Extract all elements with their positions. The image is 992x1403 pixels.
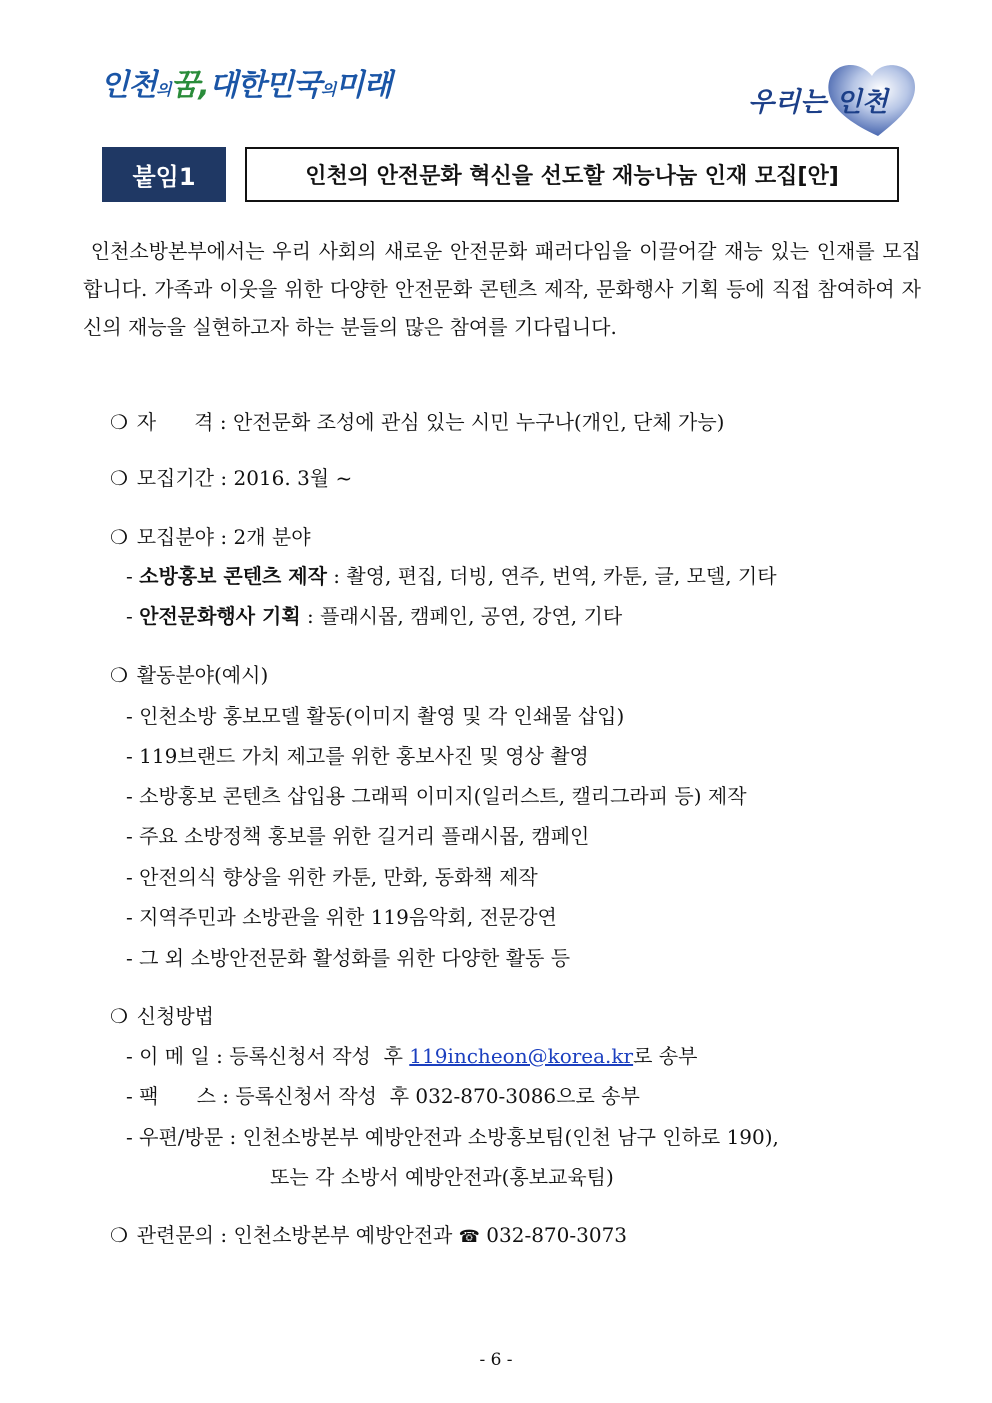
separator: :: [220, 466, 228, 490]
activity-item: - 안전의식 향상을 위한 카툰, 만화, 동화책 제작: [126, 865, 538, 889]
dash: -: [126, 564, 133, 588]
bullet-icon: ❍: [110, 466, 128, 490]
email-link[interactable]: 119incheon@korea.kr: [409, 1044, 634, 1068]
field-name: 안전문화행사 기획: [139, 604, 301, 628]
activities-label: 활동분야(예시): [136, 663, 269, 687]
fields-label: 모집분야: [136, 525, 214, 549]
activities-line: [110, 662, 268, 688]
separator: :: [220, 525, 228, 549]
fax-label: 팩 스: [139, 1084, 216, 1108]
activity-item: - 소방홍보 콘텐츠 삽입용 그래픽 이미지(일러스트, 캘리그라피 등) 제작: [126, 784, 747, 808]
bullet-icon: ❍: [110, 1223, 128, 1247]
incheon-slogan-logo: [100, 60, 391, 104]
visit-alt: 또는 각 소방서 예방안전과(홍보교육팀): [270, 1165, 614, 1189]
dash: -: [126, 1044, 133, 1068]
logo-text-2: 의: [155, 80, 171, 99]
apply-fax: [126, 1083, 640, 1109]
qualification-value: 안전문화 조성에 관심 있는 시민 누구나(개인, 단체 가능): [232, 410, 725, 434]
period-value: 2016. 3월 ~: [233, 466, 353, 490]
activity-item: - 그 외 소방안전문화 활성화를 위한 다양한 활동 등: [126, 946, 571, 970]
fax-value: 등록신청서 작성 후 032-870-3086으로 송부: [235, 1084, 640, 1108]
document-title: 인천의 안전문화 혁신을 선도할 재능나눔 인재 모집[안]: [245, 147, 899, 202]
activity-item: - 주요 소방정책 홍보를 위한 길거리 플래시몹, 캠페인: [126, 824, 590, 848]
contact-value: 인천소방본부 예방안전과: [233, 1223, 453, 1247]
logo-text-6: 미래: [335, 68, 392, 103]
bullet-icon: ❍: [110, 525, 128, 549]
separator: :: [222, 1084, 230, 1108]
bullet-icon: ❍: [110, 1004, 128, 1028]
email-label: 이 메 일: [139, 1044, 210, 1068]
separator: :: [333, 564, 341, 588]
contact-line: [110, 1222, 627, 1250]
separator: :: [220, 1223, 228, 1247]
dash: -: [126, 1125, 133, 1149]
period-label: 모집기간: [136, 466, 214, 490]
field-name: 소방홍보 콘텐츠 제작: [139, 564, 327, 588]
title-row: [102, 147, 898, 202]
attachment-tag: 붙임1: [102, 147, 226, 202]
activity-item: - 지역주민과 소방관을 위한 119음악회, 전문강연: [126, 905, 557, 929]
apply-email: [126, 1043, 697, 1069]
page-number: - 6 -: [479, 1350, 513, 1370]
separator: :: [307, 604, 314, 628]
apply-label: 신청방법: [136, 1004, 214, 1028]
logo-right-text: 우리는 인천: [748, 87, 888, 118]
field-item-1: [126, 563, 777, 589]
field-detail: 촬영, 편집, 더빙, 연주, 번역, 카툰, 글, 모델, 기타: [346, 564, 777, 588]
dash: -: [126, 1084, 133, 1108]
field-item-2: [126, 603, 622, 629]
visit-label: 우편/방문: [139, 1125, 224, 1149]
logo-text-1: 인천: [100, 68, 156, 103]
logo-text-4: 대한민국: [208, 68, 321, 103]
activity-item: - 인천소방 홍보모델 활동(이미지 촬영 및 각 인쇄물 삽입): [126, 704, 625, 728]
apply-visit: [126, 1124, 779, 1150]
contact-phone: 032-870-3073: [486, 1223, 628, 1247]
bullet-icon: ❍: [110, 410, 128, 434]
fields-value: 2개 분야: [233, 525, 311, 549]
visit-address: 인천소방본부 예방안전과 소방홍보팀(인천 남구 인하로 190),: [242, 1125, 779, 1149]
email-instruction-end: 로 송부: [633, 1044, 698, 1068]
urineun-incheon-logo: [748, 58, 918, 138]
field-detail: 플래시몹, 캠페인, 공연, 강연, 기타: [320, 604, 623, 628]
fields-line: [110, 524, 311, 550]
intro-text: 인천소방본부에서는 우리 사회의 새로운 안전문화 패러다임을 이끌어갈 재능 있는 인재를 모집합니다. 가족과 이웃을 위한 다양한 안전문화 콘텐츠 제작, 문화행사 기획 등에 직접 참여하여 자신의 재능을 실현하고자 하는 분들의 많은 참여를 기다립니다.: [83, 239, 921, 339]
bullet-icon: ❍: [110, 663, 128, 687]
logo-text-3: 꿈,: [170, 68, 209, 103]
phone-icon: ☎: [458, 1227, 480, 1247]
qualification-line: [110, 409, 725, 435]
separator: :: [219, 410, 227, 434]
period-line: [110, 465, 352, 491]
activity-item: - 119브랜드 가치 제고를 위한 홍보사진 및 영상 촬영: [126, 744, 589, 768]
contact-label: 관련문의: [136, 1223, 214, 1247]
dash: -: [126, 604, 133, 628]
intro-paragraph: [83, 232, 921, 346]
logo-text-5: 의: [320, 80, 336, 99]
apply-line: [110, 1003, 214, 1029]
email-instruction: 등록신청서 작성 후: [229, 1044, 410, 1068]
separator: :: [216, 1044, 223, 1068]
qualification-label: 자 격: [136, 410, 214, 434]
separator: :: [229, 1125, 237, 1149]
